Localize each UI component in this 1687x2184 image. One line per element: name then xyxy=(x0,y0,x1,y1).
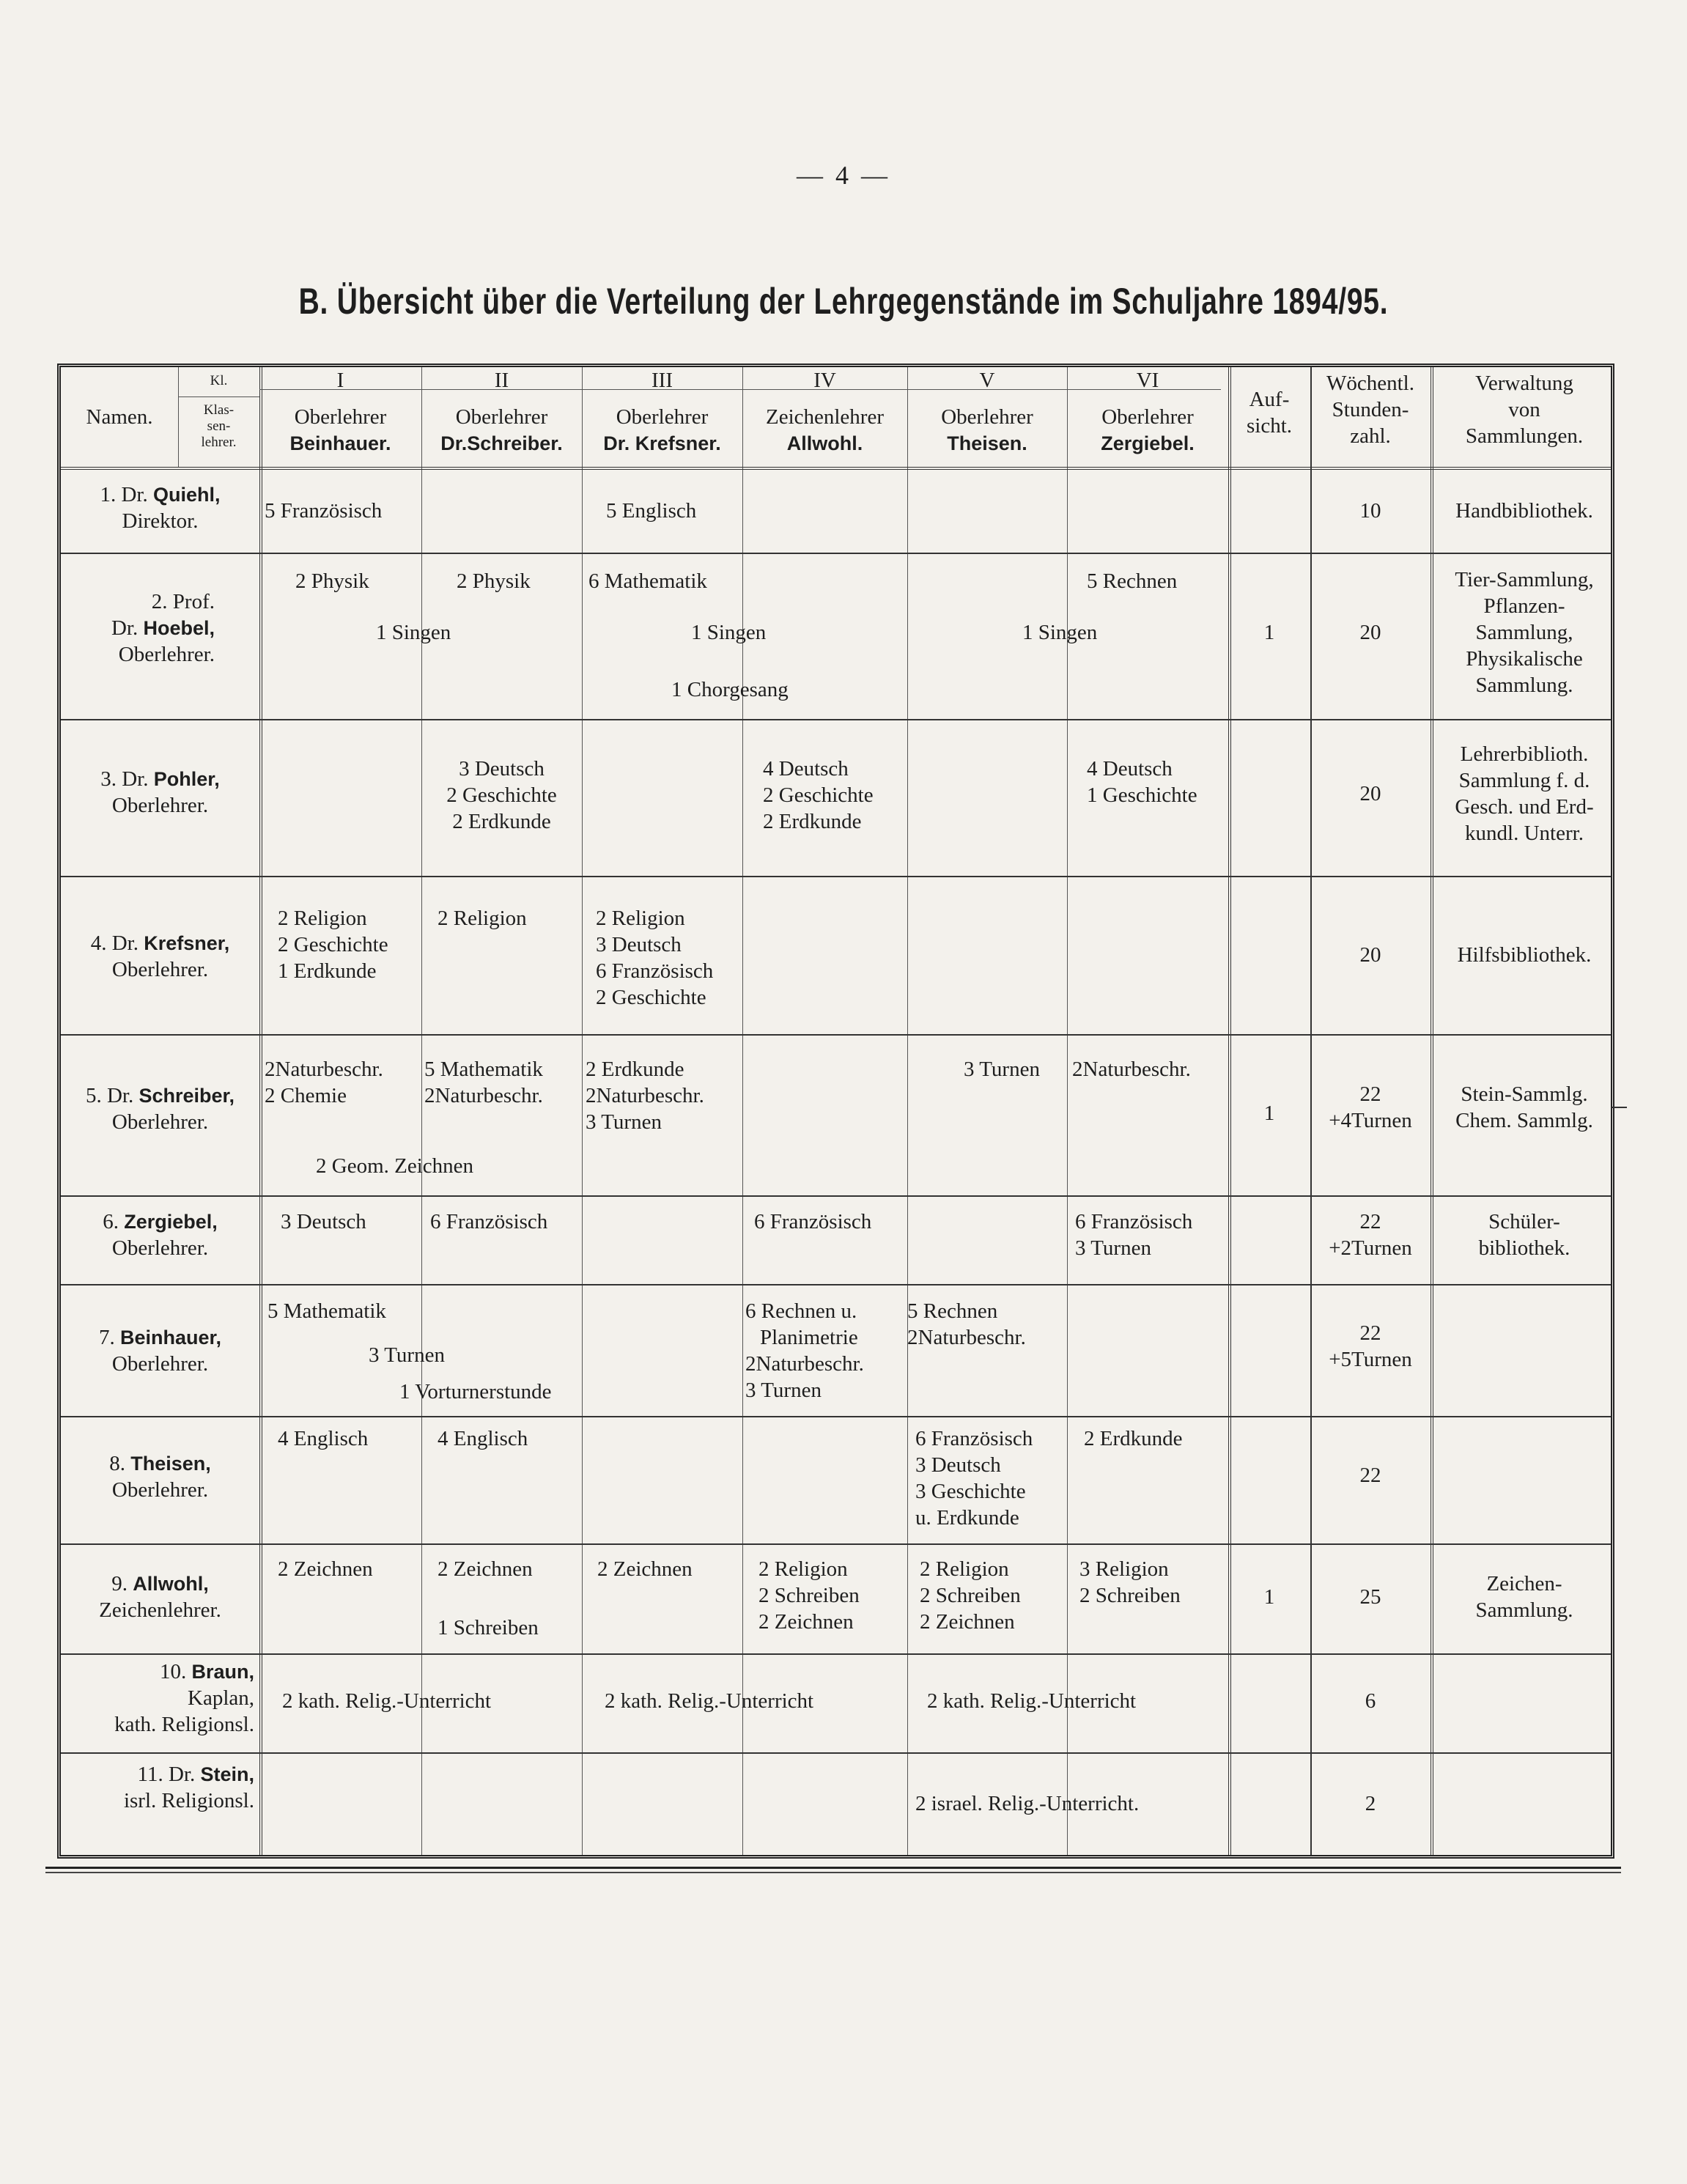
row11-name: 11. Dr. Stein, isrl. Religionsl. xyxy=(123,1763,254,1812)
margin-mark xyxy=(1612,1107,1627,1108)
row-rule xyxy=(61,1752,1611,1754)
header-kl: Kl. xyxy=(210,373,228,388)
row2-chorgesang: 1 Chorgesang xyxy=(671,678,789,701)
row4-class2: 2 Religion xyxy=(438,907,527,930)
row10-kath-class5-6: 2 kath. Relig.-Unterricht xyxy=(927,1689,1137,1713)
page-number: — 4 — xyxy=(797,161,890,190)
row-rule xyxy=(61,1195,1611,1197)
row8-class6: 2 Erdkunde xyxy=(1084,1427,1183,1450)
bottom-rule xyxy=(45,1867,1621,1869)
row4-class1: 2 Religion 2 Geschichte 1 Erdkunde xyxy=(278,907,388,983)
header-namen: Namen. xyxy=(86,405,153,429)
row5-class6: 2Naturbeschr. xyxy=(1072,1058,1191,1081)
row7-class4: 6 Rechnen u. Planimetrie 2Naturbeschr. 3 Turnen xyxy=(745,1299,864,1402)
row7-vorturnerstunde: 1 Vorturnerstunde xyxy=(399,1380,552,1403)
col-rule xyxy=(1067,367,1068,1855)
row-rule xyxy=(61,1284,1611,1285)
row10-stunden: 6 xyxy=(1365,1689,1376,1713)
header-stundenzahl: Wöchentl. Stunden- zahl. xyxy=(1326,372,1414,448)
row2-class2: 2 Physik xyxy=(457,569,531,593)
distribution-table xyxy=(57,364,1614,1859)
row-rule xyxy=(61,1416,1611,1417)
row2-class6: 5 Rechnen xyxy=(1087,569,1178,593)
row2-class3: 6 Mathematik xyxy=(588,569,707,593)
page-title: B. Übersicht über die Verteilung der Lehrgegenstände im Schuljahre 1894/95. xyxy=(298,281,1389,322)
col-rule xyxy=(259,367,262,1855)
row5-verwaltung: Stein-Sammlg. Chem. Sammlg. xyxy=(1455,1082,1593,1132)
header-verwaltung: Verwaltung von Sammlungen. xyxy=(1465,372,1584,448)
row4-stunden: 20 xyxy=(1359,943,1381,967)
header-aufsicht: Auf- sicht. xyxy=(1246,388,1293,438)
row7-class1: 5 Mathematik xyxy=(267,1299,386,1323)
row7-stunden: 22 +5Turnen xyxy=(1329,1321,1412,1371)
col-rule xyxy=(582,367,583,1855)
row9-class1: 2 Zeichnen xyxy=(278,1557,373,1581)
row6-class6: 6 Französisch 3 Turnen xyxy=(1075,1210,1193,1260)
header-class-III: III Oberlehrer Dr. Krefsner. xyxy=(603,369,721,454)
row9-class3: 2 Zeichnen xyxy=(597,1557,693,1581)
row6-class4: 6 Französisch xyxy=(754,1210,872,1233)
row2-singen-b: 1 Singen xyxy=(691,621,767,644)
row2-verwaltung: Tier-Sammlung, Pflanzen- Sammlung, Physikalische Sammlung. xyxy=(1455,568,1594,697)
row2-class1: 2 Physik xyxy=(295,569,369,593)
row2-singen-c: 1 Singen xyxy=(1022,621,1098,644)
row3-verwaltung: Lehrerbiblioth. Sammlung f. d. Gesch. und Erd- kundl. Unterr. xyxy=(1455,742,1594,845)
row9-stunden: 25 xyxy=(1359,1585,1381,1609)
row-rule xyxy=(61,876,1611,877)
bottom-rule xyxy=(45,1872,1621,1873)
row2-name: 2. Prof. Dr. Hoebel, Oberlehrer. xyxy=(111,590,215,666)
header-class-I: I Oberlehrer Beinhauer. xyxy=(289,369,391,454)
row5-class3: 2 Erdkunde 2Naturbeschr. 3 Turnen xyxy=(586,1058,704,1134)
row-rule xyxy=(61,719,1611,720)
row9-name: 9. Allwohl, Zeichenlehrer. xyxy=(99,1572,221,1622)
row-rule xyxy=(61,553,1611,554)
row-rule xyxy=(178,396,259,397)
row9-class4: 2 Religion 2 Schreiben 2 Zeichnen xyxy=(758,1557,860,1634)
row8-class2: 4 Englisch xyxy=(438,1427,528,1450)
row6-stunden: 22 +2Turnen xyxy=(1329,1210,1412,1260)
row3-class4: 4 Deutsch 2 Geschichte 2 Erdkunde xyxy=(763,757,874,833)
row-rule xyxy=(61,1034,1611,1036)
row9-verwaltung: Zeichen- Sammlung. xyxy=(1475,1572,1573,1622)
row-rule xyxy=(61,467,1611,470)
header-class-IV: IV Zeichenlehrer Allwohl. xyxy=(765,369,884,454)
row8-name: 8. Theisen, Oberlehrer. xyxy=(109,1452,211,1502)
row5-class1: 2Naturbeschr. 2 Chemie xyxy=(265,1058,383,1107)
row4-class3: 2 Religion 3 Deutsch 6 Französisch 2 Geschichte xyxy=(596,907,714,1009)
row8-class5: 6 Französisch 3 Deutsch 3 Geschichte u. Erdkunde xyxy=(915,1427,1033,1530)
row5-name: 5. Dr. Schreiber, Oberlehrer. xyxy=(85,1084,235,1134)
row2-singen-a: 1 Singen xyxy=(376,621,451,644)
row7-turnen: 3 Turnen xyxy=(369,1343,445,1367)
row8-stunden: 22 xyxy=(1359,1464,1381,1487)
col-rule xyxy=(907,367,908,1855)
row5-stunden: 22 +4Turnen xyxy=(1329,1082,1412,1132)
row-rule xyxy=(61,1653,1611,1655)
row11-israel-unterricht: 2 israel. Relig.-Unterricht. xyxy=(915,1792,1140,1815)
row10-kath-class1-2: 2 kath. Relig.-Unterricht xyxy=(282,1689,492,1713)
row6-verwaltung: Schüler- bibliothek. xyxy=(1478,1210,1570,1260)
header-class-II: II Oberlehrer Dr.Schreiber. xyxy=(440,369,563,454)
row1-name: 1. Dr. Quiehl, Direktor. xyxy=(100,483,221,533)
col-rule xyxy=(421,367,422,1855)
row9-aufsicht: 1 xyxy=(1263,1585,1275,1609)
row5-class5: 3 Turnen xyxy=(964,1058,1040,1081)
row6-class1: 3 Deutsch xyxy=(281,1210,366,1233)
row9-class5: 2 Religion 2 Schreiben 2 Zeichnen xyxy=(920,1557,1021,1634)
row3-class6: 4 Deutsch 1 Geschichte xyxy=(1087,757,1197,807)
row6-class2: 6 Französisch xyxy=(430,1210,548,1233)
row7-class5: 5 Rechnen 2Naturbeschr. xyxy=(907,1299,1026,1349)
row9-class6: 3 Religion 2 Schreiben xyxy=(1079,1557,1181,1607)
row5-class2: 5 Mathematik 2Naturbeschr. xyxy=(424,1058,543,1107)
row6-name: 6. Zergiebel, Oberlehrer. xyxy=(103,1210,218,1260)
row8-class1: 4 Englisch xyxy=(278,1427,369,1450)
row3-name: 3. Dr. Pohler, Oberlehrer. xyxy=(100,767,220,817)
row4-name: 4. Dr. Krefsner, Oberlehrer. xyxy=(90,931,230,981)
row9-schreiben: 1 Schreiben xyxy=(438,1616,539,1639)
row5-geom-zeichnen: 2 Geom. Zeichnen xyxy=(316,1154,474,1178)
row2-aufsicht: 1 xyxy=(1263,621,1275,644)
row4-verwaltung: Hilfsbibliothek. xyxy=(1457,943,1592,967)
row3-class2: 3 Deutsch 2 Geschichte 2 Erdkunde xyxy=(446,757,557,833)
row9-class2: 2 Zeichnen xyxy=(438,1557,533,1581)
row1-class3: 5 Englisch xyxy=(606,499,697,523)
row7-name: 7. Beinhauer, Oberlehrer. xyxy=(98,1326,222,1376)
row5-aufsicht: 1 xyxy=(1263,1102,1275,1125)
row11-stunden: 2 xyxy=(1365,1792,1376,1815)
row10-name: 10. Braun, Kaplan, kath. Religionsl. xyxy=(114,1660,254,1736)
row1-verwaltung: Handbibliothek. xyxy=(1455,499,1593,523)
row1-class1: 5 Französisch xyxy=(265,499,383,523)
row10-kath-class3-4: 2 kath. Relig.-Unterricht xyxy=(605,1689,814,1713)
row1-stunden: 10 xyxy=(1359,499,1381,523)
header-klassenlehrer: Klas- sen- lehrer. xyxy=(201,402,237,450)
header-class-V: V Oberlehrer Theisen. xyxy=(941,369,1033,454)
row-rule xyxy=(61,1543,1611,1545)
col-rule xyxy=(742,367,743,1855)
row2-stunden: 20 xyxy=(1359,621,1381,644)
header-class-VI: VI Oberlehrer Zergiebel. xyxy=(1101,369,1195,454)
row3-stunden: 20 xyxy=(1359,782,1381,805)
